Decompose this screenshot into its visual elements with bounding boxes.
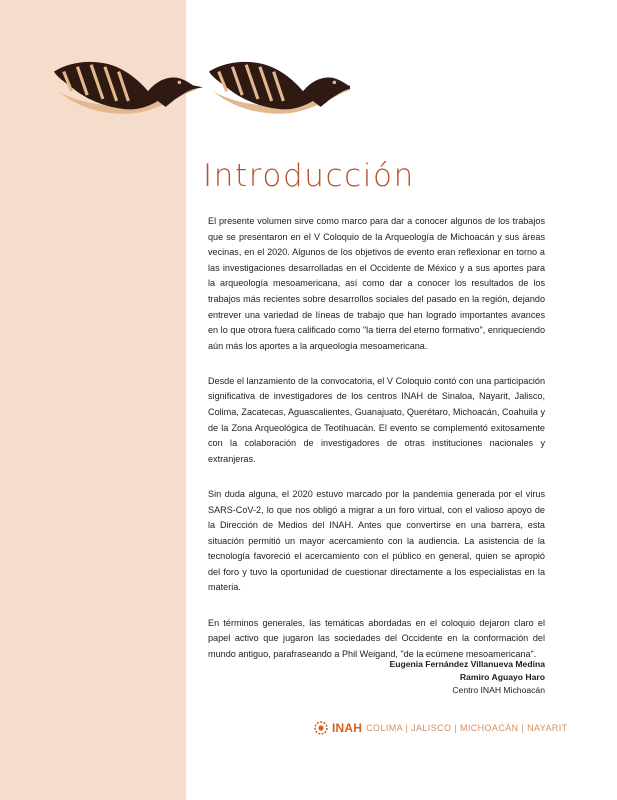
paragraph: En términos generales, las temáticas abordadas en el coloquio dejaron claro el papel activo que jugaron las sociedades del Occidente en la conformación del mundo antiguo, parafraseando a Phil Weigand, "de la ecúmene mesoamericana".: [208, 617, 545, 659]
author-affiliation: Centro INAH Michoacán: [452, 685, 545, 695]
inah-logo-icon: [313, 720, 329, 736]
decorative-side-band: [0, 0, 186, 800]
footer-branding: [313, 718, 568, 738]
author-name: Ramiro Aguayo Haro: [459, 672, 545, 682]
paragraph: Sin duda alguna, el 2020 estuvo marcado por la pandemia generada por el virus SARS-CoV-2, lo que nos obligó a migrar a un foro virtual, con el valioso apoyo de la Dirección de Medios del INAH. Antes que convertirse en una barrera, esta situación permitió un mayor acercamiento con la audiencia. La asistencia de la tecnología favoreció el acercamiento con el público en general, quien se apropió del foro y tuvo la oportunidad de cuestionar directamente a los especialistas en la materia.: [208, 488, 545, 593]
paragraph: Desde el lanzamiento de la convocatoria, el V Coloquio contó con una participación significativa de investigadores de los centros INAH de Sinaloa, Nayarit, Jalisco, Colima, Zacatecas, Aguascalientes, Guanajuato, Querétaro, Michoacán, Coahuila y de la Zona Arqueológica de Teotihuacán. El evento se complementó exitosamente con la colaboración de investigadores de otras instituciones nacionales y extranjeras.: [208, 375, 545, 464]
bird-figures-illustration: [50, 48, 350, 118]
bird-figure-icon: [209, 62, 350, 114]
paragraph: El presente volumen sirve como marco para dar a conocer algunos de los trabajos que se presentaron en el V Coloquio de la Arqueología de Michoacán y sus áreas vecinas, en el 2020. Algunos de los objetivos de evento eran reflexionar en torno a las investigaciones desarrolladas en el Occidente de México y a sus aportes para la arqueología mesoamericana, así como dar a conocer los resultados de los trabajos más recientes sobre desarrollos sociales del pasado en la región, dejando entrever una variedad de líneas de trabajo que han logrado importantes avances en lo que otrora fuera calificado como "la tierra del eterno formativo", enriqueciendo aún más los aportes a la arqueología mesoamericana.: [208, 216, 545, 351]
signature-block: [389, 658, 545, 697]
page-title: Introducción: [203, 158, 415, 194]
bird-figure-icon: [54, 62, 203, 114]
footer-states: COLIMA | JALISCO | MICHOACÁN | NAYARIT: [366, 723, 568, 733]
author-name: Eugenia Fernández Villanueva Medina: [389, 659, 545, 669]
introduction-text: [208, 214, 545, 682]
footer-org: INAH: [332, 721, 363, 735]
